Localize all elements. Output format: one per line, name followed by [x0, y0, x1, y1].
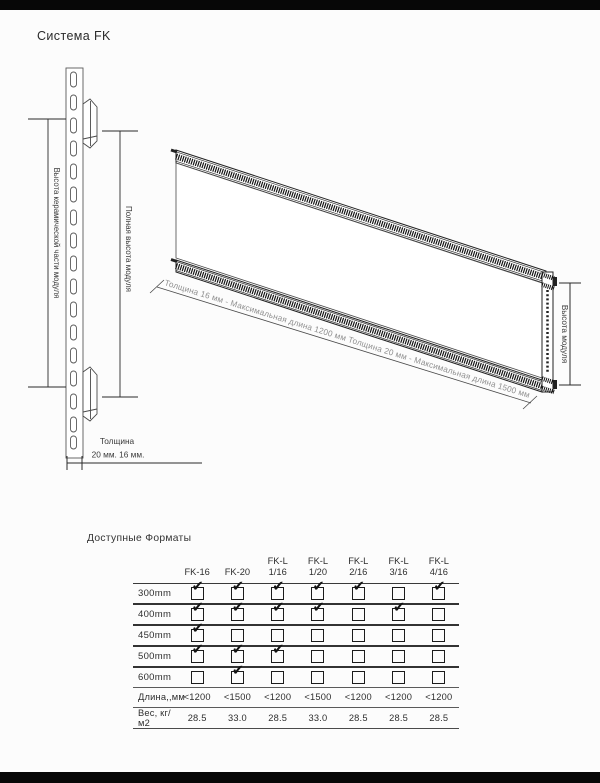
checkbox-checked-icon	[392, 599, 406, 621]
checkbox-cell	[258, 667, 298, 688]
format-info-row	[133, 707, 459, 728]
checkbox-cell	[419, 578, 459, 604]
column-header-line: FK-L	[348, 556, 369, 566]
format-size-row	[133, 583, 459, 604]
info-value: <1500	[223, 692, 251, 703]
info-value: <1200	[183, 692, 211, 703]
row-label: Вес, кг/м2	[138, 707, 171, 728]
info-value: <1200	[264, 692, 292, 703]
row-label: 300mm	[138, 587, 172, 599]
info-value: 33.0	[308, 712, 328, 723]
checkbox-cell	[378, 667, 418, 688]
checkbox-checked-icon	[191, 578, 204, 600]
column-header-line: 2/16	[349, 566, 368, 577]
formats-table-body	[133, 578, 459, 728]
check-mark: ✔	[272, 578, 285, 595]
checkbox-unchecked-icon	[352, 629, 365, 642]
checkbox-cell	[217, 662, 257, 688]
format-info-row	[133, 687, 459, 707]
checkbox-cell	[338, 646, 378, 667]
info-value: 28.5	[187, 712, 207, 723]
info-value: 28.5	[348, 712, 368, 723]
mounting-profile	[66, 68, 83, 458]
info-value: <1200	[384, 692, 413, 703]
checkbox-cell	[298, 646, 338, 667]
checkbox-cell	[217, 599, 257, 625]
checkbox-unchecked-icon	[311, 650, 324, 663]
checkbox-checked-icon	[231, 662, 245, 684]
row-label: Длина,,мм	[138, 692, 185, 703]
check-mark: ✔	[191, 599, 204, 616]
checkbox-checked-icon	[271, 578, 285, 600]
column-header	[378, 556, 418, 583]
checkbox-cell	[258, 641, 298, 667]
column-header-line: FK-L	[307, 556, 329, 566]
column-header-empty	[133, 556, 177, 583]
checkbox-checked-icon	[271, 641, 285, 663]
checkbox-unchecked-icon	[392, 650, 405, 663]
checkbox-unchecked-icon	[352, 671, 365, 684]
check-mark: ✔	[191, 620, 204, 637]
check-mark: ✔	[191, 641, 204, 658]
checkbox-cell	[378, 599, 418, 625]
checkbox-unchecked-icon	[271, 671, 284, 684]
panel-perspective-drawing	[140, 130, 595, 422]
thickness-values: 20 мм. 16 мм.	[91, 449, 145, 460]
panel-end-cap	[542, 272, 557, 392]
check-mark: ✔	[231, 641, 245, 658]
check-mark: ✔	[231, 662, 245, 679]
check-mark: ✔	[231, 599, 245, 616]
checkbox-unchecked-icon	[352, 608, 365, 621]
formats-header-row	[133, 556, 459, 583]
row-label: 600mm	[138, 671, 172, 683]
ceramic-height-label: Высота керамической части модуля	[52, 167, 61, 299]
checkbox-cell	[338, 578, 378, 604]
checkbox-checked-icon	[271, 599, 285, 621]
check-mark: ✔	[272, 641, 285, 658]
checkbox-cell	[419, 604, 459, 625]
full-height-label: Полная высота модуля	[124, 206, 133, 292]
row-label: 500mm	[138, 650, 172, 662]
checkbox-checked-icon	[191, 641, 204, 663]
checkbox-checked-icon	[231, 578, 245, 600]
column-header-line: FK-L	[428, 556, 449, 566]
checkbox-checked-icon	[231, 599, 245, 621]
checkbox-unchecked-icon	[392, 671, 405, 684]
column-header-line: FK-L	[267, 556, 288, 566]
check-mark: ✔	[272, 599, 285, 616]
column-header-line: 1/20	[308, 566, 328, 577]
column-header-line: FK-L	[388, 556, 409, 566]
checkbox-checked-icon	[311, 599, 325, 621]
checkbox-cell	[298, 599, 338, 625]
checkbox-unchecked-icon	[432, 629, 445, 642]
checkbox-unchecked-icon	[432, 650, 445, 663]
checkbox-unchecked-icon	[392, 629, 405, 642]
checkbox-unchecked-icon	[432, 608, 445, 621]
checkbox-cell	[338, 625, 378, 646]
check-mark: ✔	[231, 578, 245, 595]
checkbox-unchecked-icon	[392, 587, 405, 600]
format-size-row	[133, 646, 459, 667]
checkbox-cell	[378, 646, 418, 667]
checkbox-checked-icon	[191, 620, 204, 642]
panel-clip-top	[83, 99, 97, 148]
module-height-label: Высота модуля	[560, 304, 569, 364]
page-title: Система FK	[37, 29, 111, 43]
row-label: 400mm	[138, 608, 172, 620]
page-top-edge-bar	[0, 0, 600, 10]
checkbox-cell	[419, 625, 459, 646]
format-size-row	[133, 604, 459, 625]
checkbox-checked-icon	[191, 599, 204, 621]
panel-clip-bottom	[83, 367, 97, 421]
checkbox-cell	[419, 646, 459, 667]
checkbox-unchecked-icon	[311, 629, 324, 642]
check-mark: ✔	[352, 578, 365, 595]
thickness-title: Толщина	[99, 436, 135, 446]
check-mark: ✔	[433, 578, 446, 595]
page-bottom-edge-bar	[0, 772, 600, 783]
checkbox-unchecked-icon	[231, 629, 244, 642]
column-header-line: FK-16	[184, 566, 210, 577]
checkbox-cell	[419, 667, 459, 688]
formats-table	[133, 556, 459, 729]
check-mark: ✔	[393, 599, 406, 616]
checkbox-cell	[378, 625, 418, 646]
column-header-line: 3/16	[389, 566, 408, 577]
column-header-line: 4/16	[429, 566, 448, 577]
info-value: <1500	[304, 692, 332, 703]
column-header-line: FK-20	[224, 566, 251, 577]
info-value: 33.0	[227, 712, 247, 723]
checkbox-unchecked-icon	[191, 671, 204, 684]
checkbox-cell	[258, 599, 298, 625]
checkbox-unchecked-icon	[352, 650, 365, 663]
checkbox-cell	[338, 667, 378, 688]
checkbox-unchecked-icon	[432, 671, 445, 684]
checkbox-checked-icon	[352, 578, 365, 600]
checkbox-cell	[338, 604, 378, 625]
length-note: Толщина 16 мм - Максимальная длина 1200 мм Толщина 20 мм - Максимальная длина 1500 мм	[163, 277, 538, 402]
check-mark: ✔	[312, 599, 325, 616]
row-label: 450mm	[138, 629, 172, 641]
info-value: 28.5	[268, 712, 288, 723]
checkbox-checked-icon	[231, 641, 245, 663]
checkbox-cell	[177, 667, 217, 688]
checkbox-unchecked-icon	[271, 629, 284, 642]
info-value: 28.5	[429, 712, 449, 723]
checkbox-checked-icon	[432, 578, 446, 600]
info-value: 28.5	[389, 712, 408, 723]
checkbox-cell	[298, 667, 338, 688]
checkbox-cell	[177, 641, 217, 667]
column-header-line: 1/16	[268, 566, 287, 577]
format-size-row	[133, 625, 459, 646]
check-mark: ✔	[191, 578, 204, 595]
checkbox-checked-icon	[311, 578, 325, 600]
check-mark: ✔	[312, 578, 325, 595]
info-value: <1200	[344, 692, 372, 703]
format-size-row	[133, 667, 459, 688]
formats-caption: Доступные Форматы	[87, 533, 192, 544]
checkbox-unchecked-icon	[311, 671, 324, 684]
checkbox-cell	[298, 625, 338, 646]
info-value: <1200	[425, 692, 453, 703]
